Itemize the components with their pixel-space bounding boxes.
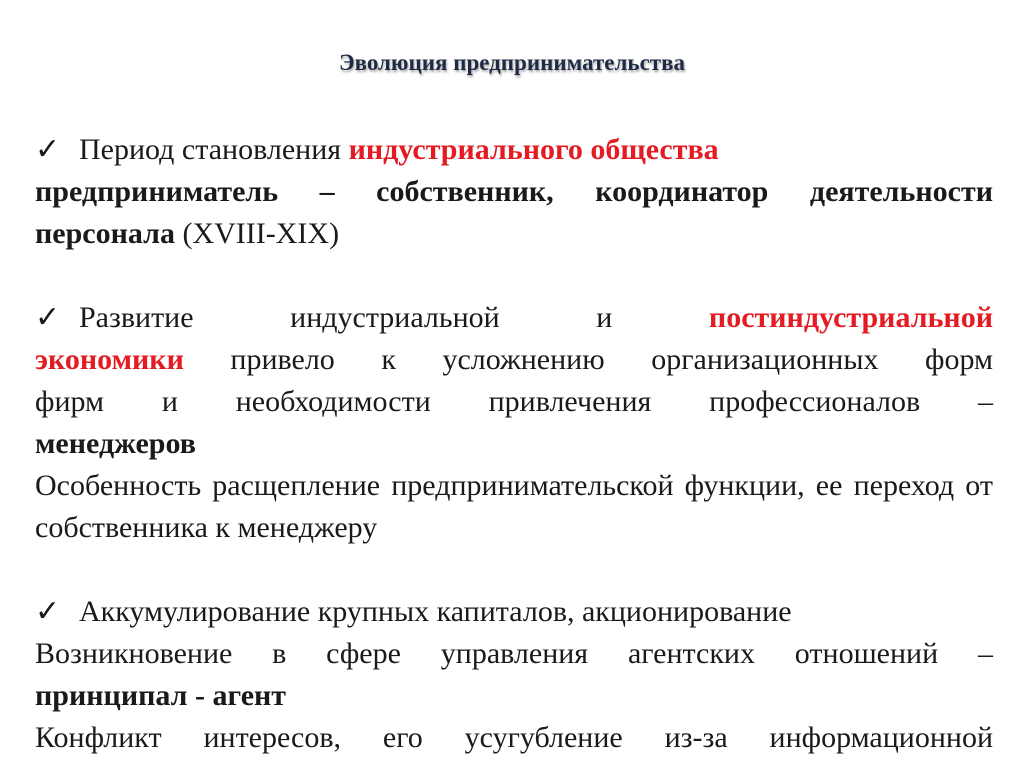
block2-line2 [35,339,993,381]
slide-content [35,129,993,780]
checkmark-icon: ✓ [35,595,61,628]
checkmark-icon: ✓ [35,133,61,166]
block2-text: Развитие индустриальной и [79,301,709,334]
block2-line3: фирм и необходимости привлечения профессионалов – [35,385,993,418]
block2-highlight-2: экономики [35,343,184,376]
block3-paragraph: Конфликт интересов, его усугубление из-за информационной [35,721,993,754]
slide-title: Эволюция предпринимательства [338,50,686,75]
block3-text: Аккумулирование крупных капиталов, акционирование [79,595,792,628]
spacer [35,255,993,297]
block2-text-2: привело к усложнению организационных форм [183,343,993,376]
block3-line2: Возникновение в сфере управления агентских отношений – [35,637,993,670]
block1-line1 [35,129,993,171]
block2-line1 [35,297,993,339]
clipped-continuation [35,759,993,780]
block1-highlight: индустриального общества [348,133,719,166]
block3-line3: принципал - агент [35,679,287,712]
checkmark-icon: ✓ [35,301,61,334]
block1-period: (XVIII-XIX) [174,217,340,250]
spacer [35,549,993,591]
block1-text: Период становления [79,133,349,166]
block2-paragraph: Особенность расщепление предпринимательской функции, ее переход от собственника к менеджеру [35,469,993,544]
block1-line2: предприниматель – собственник, координатор деятельности [35,175,993,208]
block2-highlight: постиндустриальной [708,301,993,334]
block2-line4: менеджеров [35,427,196,460]
block3-line1 [35,591,993,633]
block1-line3 [35,213,993,255]
block1-bold: персонала [35,217,175,250]
